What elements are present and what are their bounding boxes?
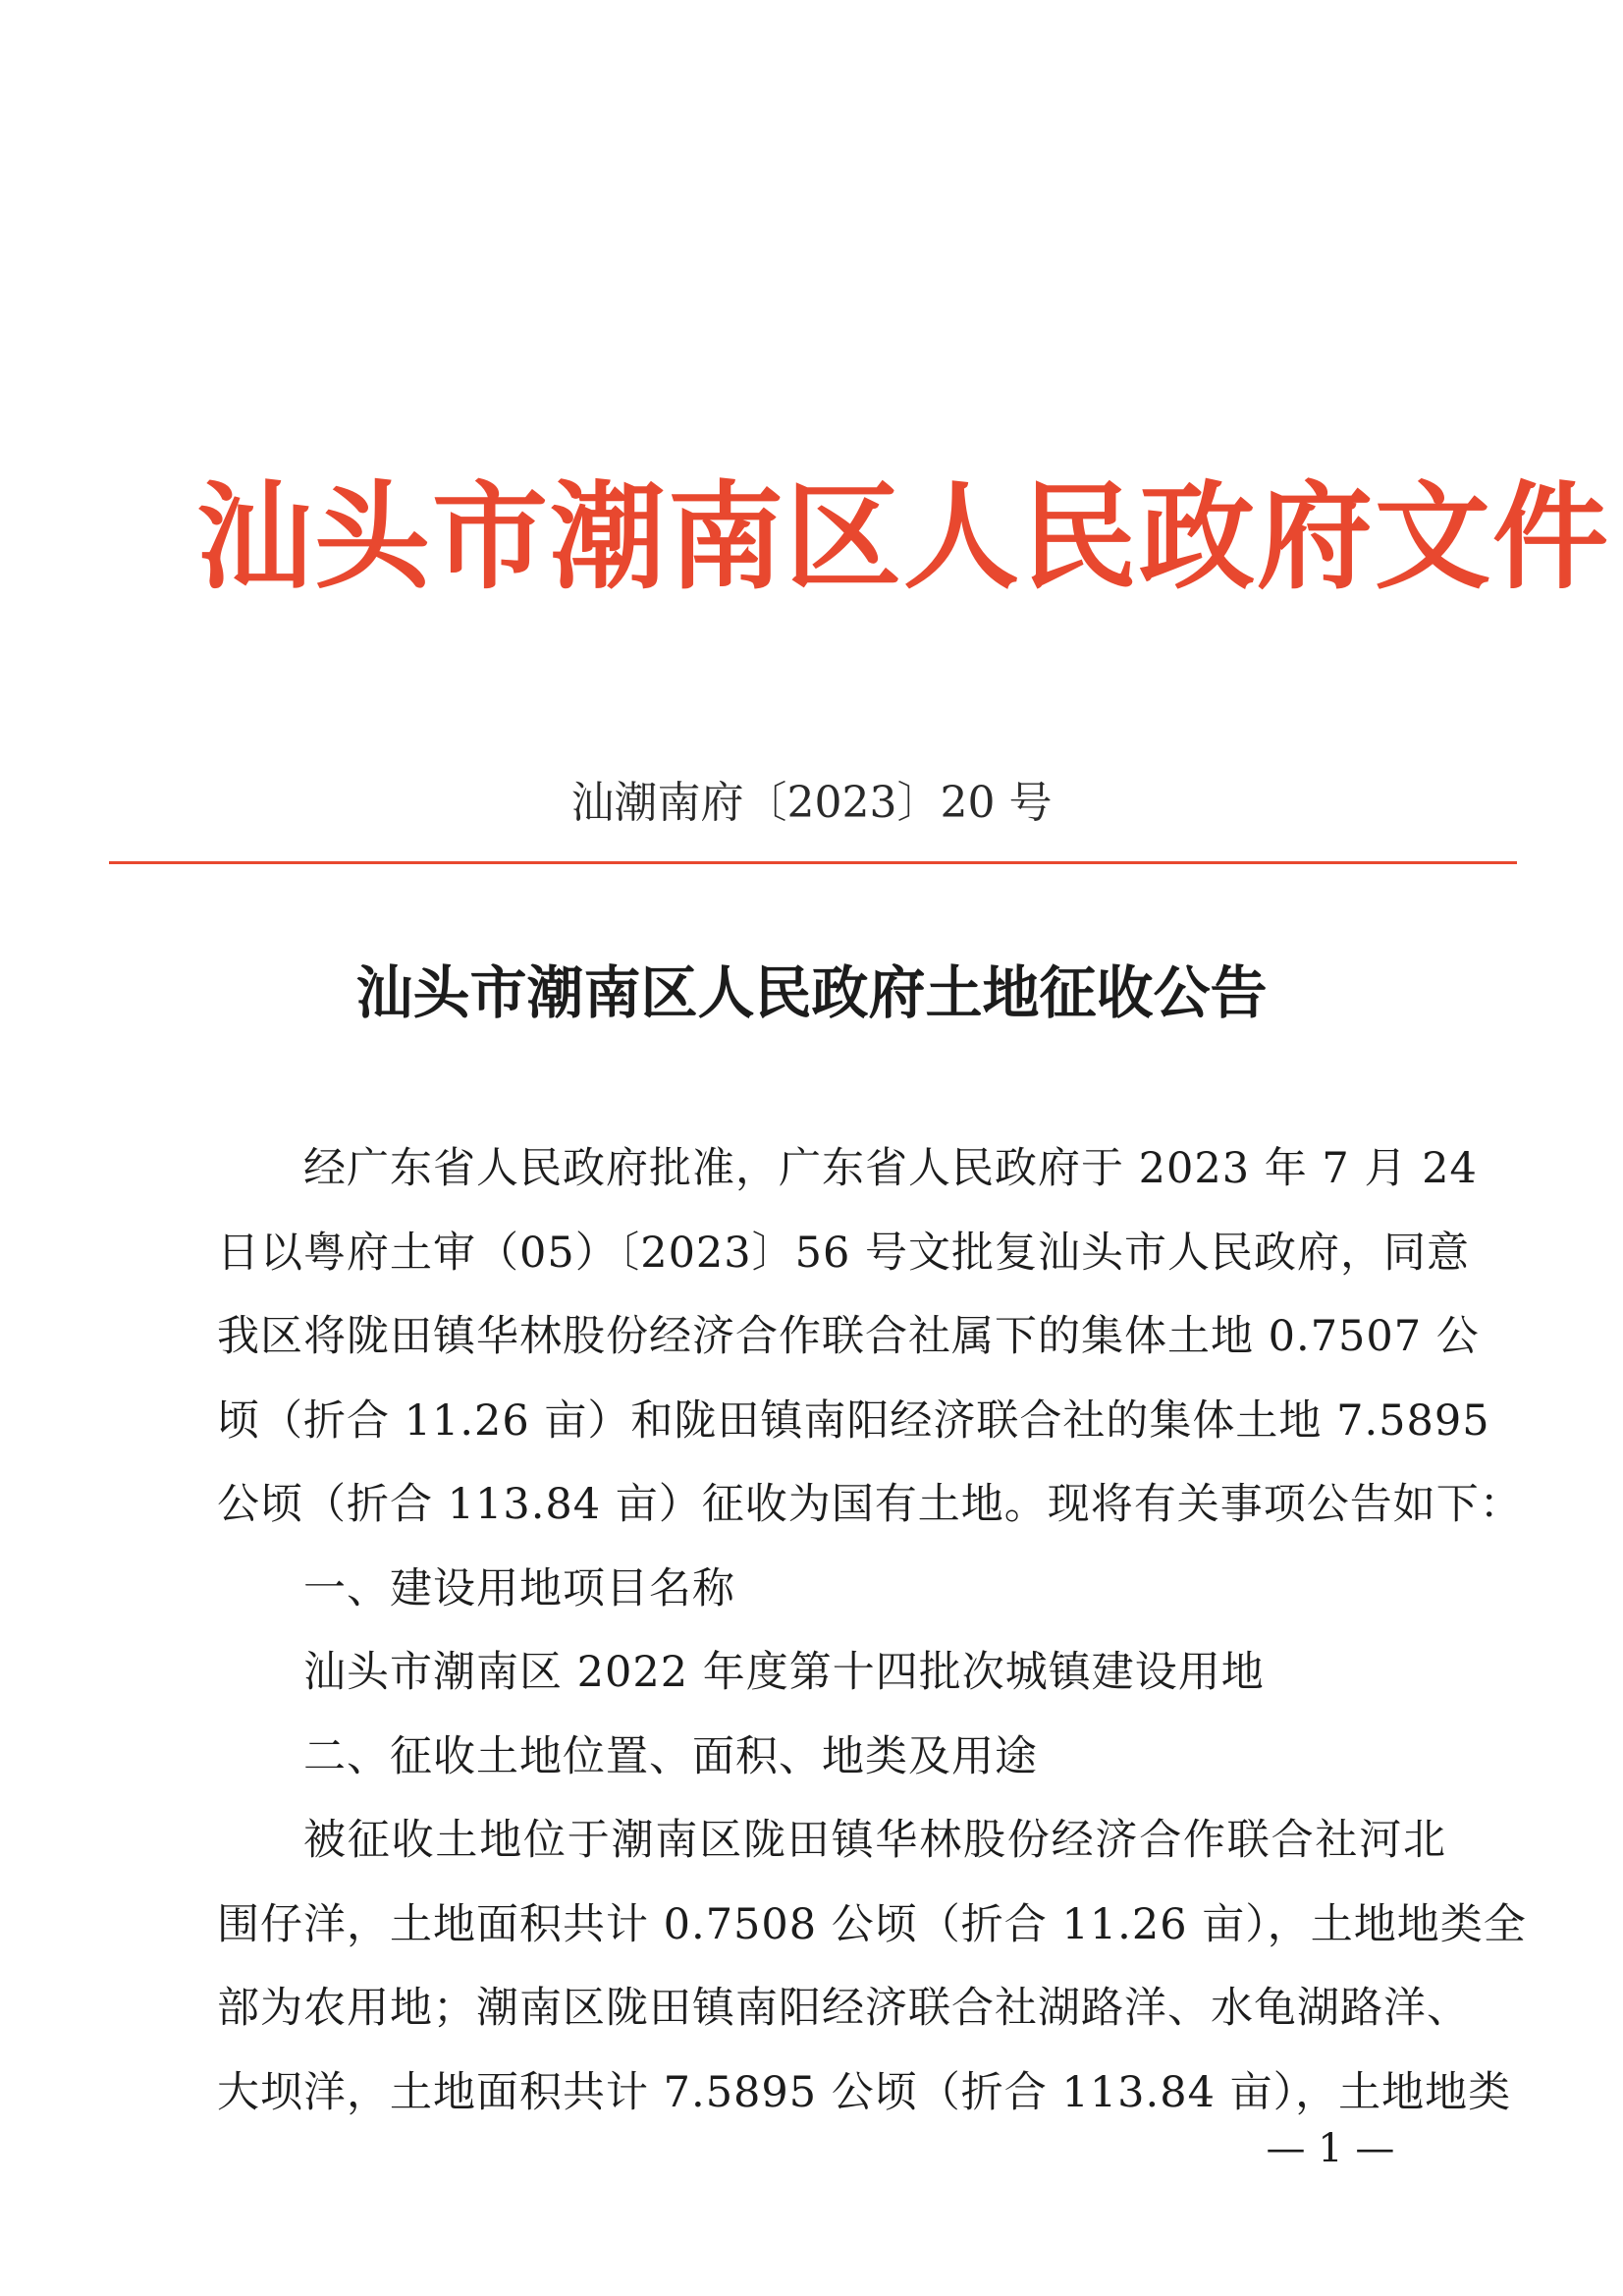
body-line: 日以粤府土审（05）〔2023〕56 号文批复汕头市人民政府，同意 [217,1228,1471,1278]
body-line: 我区将陇田镇华林股份经济合作联合社属下的集体土地 0.7507 公 [217,1312,1480,1361]
body-line: 汕头市潮南区 2022 年度第十四批次城镇建设用地 [303,1648,1265,1697]
section-heading: 一、建设用地项目名称 [303,1563,735,1613]
document-number: 汕潮南府〔2023〕20 号 [570,778,1053,828]
header-divider [109,861,1517,864]
body-line: 公顷（折合 113.84 亩）征收为国有土地。现将有关事项公告如下： [217,1480,1523,1529]
body-text [217,1127,1527,2135]
notice-title: 汕头市潮南区人民政府土地征收公告 [355,959,1268,1026]
body-line: 围仔洋，土地面积共计 0.7508 公顷（折合 11.26 亩），土地地类全 [217,1899,1527,1949]
body-line: 经广东省人民政府批准，广东省人民政府于 2023 年 7 月 24 [303,1144,1478,1193]
page-number: — 1 — [1266,2126,1395,2171]
document-header-title: 汕头市潮南区人民政府文件 [196,469,1611,605]
body-line: 大坝洋，土地面积共计 7.5895 公顷（折合 113.84 亩），土地地类 [217,2067,1512,2117]
body-line: 部为农用地；潮南区陇田镇南阳经济联合社湖路洋、水龟湖路洋、 [217,1984,1470,2033]
body-line: 被征收土地位于潮南区陇田镇华林股份经济合作联合社河北 [303,1816,1446,1865]
section-heading: 二、征收土地位置、面积、地类及用途 [303,1731,1038,1781]
body-line: 顷（折合 11.26 亩）和陇田镇南阳经济联合社的集体土地 7.5895 [217,1395,1490,1446]
